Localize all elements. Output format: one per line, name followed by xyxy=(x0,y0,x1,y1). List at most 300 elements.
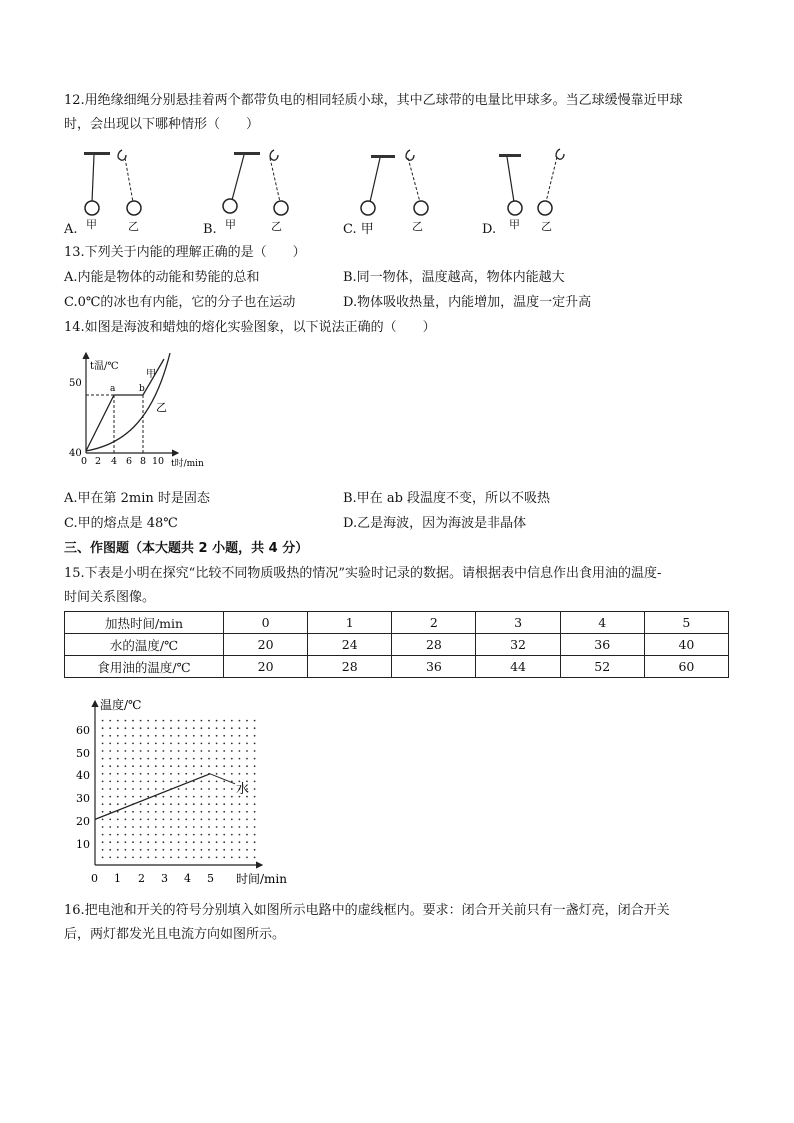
grid-dot xyxy=(254,720,256,722)
grid-dot xyxy=(132,758,134,760)
grid-dot xyxy=(125,834,127,836)
grid-dot xyxy=(140,826,142,828)
grid-dot xyxy=(140,857,142,859)
table-cell: 食用油的温度/℃ xyxy=(65,656,224,678)
grid-dot xyxy=(147,826,149,828)
grid-dot xyxy=(102,803,104,805)
grid-dot xyxy=(140,743,142,745)
grid-dot xyxy=(178,826,180,828)
grid-dot xyxy=(246,811,248,813)
grid-dot xyxy=(246,727,248,729)
grid-dot xyxy=(208,765,210,767)
grid-dot xyxy=(132,811,134,813)
grid-dot xyxy=(170,743,172,745)
grid-dot xyxy=(102,819,104,821)
grid-dot xyxy=(231,819,233,821)
grid-dot xyxy=(109,834,111,836)
grid-dot xyxy=(147,720,149,722)
grid-dot xyxy=(216,720,218,722)
grid-dot xyxy=(185,750,187,752)
q14-option-a: A.甲在第 2min 时是固态 xyxy=(64,491,210,506)
grid-dot xyxy=(239,857,241,859)
grid-dot xyxy=(223,743,225,745)
grid-dot xyxy=(246,743,248,745)
q13-option-d: D.物体吸收热量，内能增加，温度一定升高 xyxy=(343,295,592,310)
grid-dot xyxy=(109,849,111,851)
grid-dot xyxy=(147,743,149,745)
grid-dot xyxy=(231,758,233,760)
grid-dot xyxy=(155,788,157,790)
grid-dot xyxy=(208,750,210,752)
grid-dot xyxy=(163,834,165,836)
grid-dot xyxy=(163,803,165,805)
grid-dot xyxy=(216,819,218,821)
grid-dot xyxy=(254,750,256,752)
grid-dot xyxy=(102,758,104,760)
grid-dot xyxy=(216,803,218,805)
grid-dot xyxy=(109,765,111,767)
grid-dot xyxy=(140,819,142,821)
table-row xyxy=(65,634,729,656)
grid-dot xyxy=(239,758,241,760)
q15-dot-grid xyxy=(102,720,256,859)
q12-figure-c xyxy=(361,150,428,215)
grid-dot xyxy=(254,773,256,775)
section-3-heading: 三、作图题（本大题共 2 小题，共 4 分） xyxy=(64,541,309,556)
grid-dot xyxy=(117,841,119,843)
grid-dot xyxy=(185,727,187,729)
grid-dot xyxy=(223,758,225,760)
grid-dot xyxy=(178,841,180,843)
grid-dot xyxy=(216,727,218,729)
grid-dot xyxy=(109,796,111,798)
grid-dot xyxy=(216,743,218,745)
grid-dot xyxy=(155,758,157,760)
q14-option-d: D.乙是海波，因为海波是非晶体 xyxy=(343,516,527,531)
q12-option-a-label: A. xyxy=(64,222,78,237)
grid-dot xyxy=(163,841,165,843)
grid-dot xyxy=(109,841,111,843)
grid-dot xyxy=(223,826,225,828)
grid-dot xyxy=(193,811,195,813)
grid-dot xyxy=(193,849,195,851)
grid-dot xyxy=(132,834,134,836)
grid-dot xyxy=(231,826,233,828)
grid-dot xyxy=(125,743,127,745)
grid-dot xyxy=(254,819,256,821)
grid-dot xyxy=(208,735,210,737)
q12-option-d-label: D. xyxy=(482,222,497,237)
grid-dot xyxy=(185,788,187,790)
grid-dot xyxy=(140,758,142,760)
grid-dot xyxy=(140,781,142,783)
grid-dot xyxy=(170,720,172,722)
grid-dot xyxy=(117,781,119,783)
q15-water-leader xyxy=(210,774,235,784)
grid-dot xyxy=(155,743,157,745)
grid-dot xyxy=(254,811,256,813)
grid-dot xyxy=(201,750,203,752)
table-cell: 28 xyxy=(308,656,392,678)
grid-dot xyxy=(140,735,142,737)
grid-dot xyxy=(208,841,210,843)
q14-y-tick-50: 50 xyxy=(69,378,82,389)
q14-point-b: b xyxy=(139,384,145,394)
grid-dot xyxy=(178,765,180,767)
q12-option-a-ball1: 甲 xyxy=(86,218,97,231)
grid-dot xyxy=(246,849,248,851)
grid-dot xyxy=(178,743,180,745)
grid-dot xyxy=(102,750,104,752)
grid-dot xyxy=(102,826,104,828)
grid-dot xyxy=(193,834,195,836)
grid-dot xyxy=(201,788,203,790)
grid-dot xyxy=(185,773,187,775)
grid-dot xyxy=(125,796,127,798)
grid-dot xyxy=(125,841,127,843)
table-cell: 5 xyxy=(644,612,728,634)
table-cell: 28 xyxy=(392,634,476,656)
grid-dot xyxy=(117,796,119,798)
q14-label-jia: 甲 xyxy=(146,369,156,380)
grid-dot xyxy=(140,849,142,851)
grid-dot xyxy=(102,849,104,851)
grid-dot xyxy=(125,735,127,737)
q14-y-label: t温/℃ xyxy=(90,361,119,372)
grid-dot xyxy=(117,857,119,859)
grid-dot xyxy=(193,819,195,821)
grid-dot xyxy=(216,849,218,851)
grid-dot xyxy=(193,727,195,729)
table-cell: 60 xyxy=(644,656,728,678)
grid-dot xyxy=(231,834,233,836)
grid-dot xyxy=(208,788,210,790)
grid-dot xyxy=(163,750,165,752)
grid-dot xyxy=(178,781,180,783)
grid-dot xyxy=(216,834,218,836)
grid-dot xyxy=(170,841,172,843)
grid-dot xyxy=(117,735,119,737)
q15-x-tick-3: 3 xyxy=(161,872,168,885)
grid-dot xyxy=(109,788,111,790)
grid-dot xyxy=(102,841,104,843)
grid-dot xyxy=(185,811,187,813)
grid-dot xyxy=(102,727,104,729)
grid-dot xyxy=(109,826,111,828)
grid-dot xyxy=(201,849,203,851)
grid-dot xyxy=(246,720,248,722)
q15-y-tick-10: 10 xyxy=(76,838,90,851)
grid-dot xyxy=(155,841,157,843)
grid-dot xyxy=(163,811,165,813)
grid-dot xyxy=(223,720,225,722)
grid-dot xyxy=(201,841,203,843)
grid-dot xyxy=(147,727,149,729)
grid-dot xyxy=(216,796,218,798)
q15-x-tick-4: 4 xyxy=(184,872,191,885)
grid-dot xyxy=(155,735,157,737)
grid-dot xyxy=(178,758,180,760)
grid-dot xyxy=(223,796,225,798)
grid-dot xyxy=(170,735,172,737)
grid-dot xyxy=(254,857,256,859)
grid-dot xyxy=(117,826,119,828)
q14-x-tick-0: 0 xyxy=(81,456,88,467)
grid-dot xyxy=(109,781,111,783)
grid-dot xyxy=(239,735,241,737)
grid-dot xyxy=(208,857,210,859)
grid-dot xyxy=(140,765,142,767)
grid-dot xyxy=(201,819,203,821)
grid-dot xyxy=(201,857,203,859)
grid-dot xyxy=(109,720,111,722)
grid-dot xyxy=(185,841,187,843)
grid-dot xyxy=(147,765,149,767)
grid-dot xyxy=(163,727,165,729)
grid-dot xyxy=(239,803,241,805)
grid-dot xyxy=(170,796,172,798)
grid-dot xyxy=(201,781,203,783)
q14-option-c: C.甲的熔点是 48℃ xyxy=(64,516,178,531)
grid-dot xyxy=(223,788,225,790)
grid-dot xyxy=(170,857,172,859)
grid-dot xyxy=(201,758,203,760)
grid-dot xyxy=(193,750,195,752)
grid-dot xyxy=(254,841,256,843)
grid-dot xyxy=(193,826,195,828)
grid-dot xyxy=(246,826,248,828)
grid-dot xyxy=(163,819,165,821)
grid-dot xyxy=(109,857,111,859)
q15-y-label: 温度/℃ xyxy=(100,698,142,712)
grid-dot xyxy=(155,826,157,828)
grid-dot xyxy=(223,773,225,775)
table-cell: 24 xyxy=(308,634,392,656)
grid-dot xyxy=(185,758,187,760)
grid-dot xyxy=(231,750,233,752)
grid-dot xyxy=(208,781,210,783)
grid-dot xyxy=(208,819,210,821)
grid-dot xyxy=(125,750,127,752)
grid-dot xyxy=(208,727,210,729)
q12-option-b-ball1: 甲 xyxy=(225,218,236,231)
grid-dot xyxy=(246,857,248,859)
grid-dot xyxy=(231,841,233,843)
grid-dot xyxy=(216,811,218,813)
grid-dot xyxy=(163,826,165,828)
grid-dot xyxy=(147,841,149,843)
grid-dot xyxy=(208,849,210,851)
table-cell: 加热时间/min xyxy=(65,612,224,634)
grid-dot xyxy=(132,765,134,767)
grid-dot xyxy=(109,803,111,805)
grid-dot xyxy=(102,796,104,798)
grid-dot xyxy=(201,765,203,767)
grid-dot xyxy=(231,743,233,745)
grid-dot xyxy=(125,773,127,775)
grid-dot xyxy=(185,720,187,722)
grid-dot xyxy=(109,773,111,775)
grid-dot xyxy=(193,803,195,805)
grid-dot xyxy=(155,803,157,805)
grid-dot xyxy=(246,819,248,821)
grid-dot xyxy=(163,720,165,722)
grid-dot xyxy=(223,811,225,813)
grid-dot xyxy=(155,819,157,821)
q15-temperature-graph xyxy=(60,693,310,893)
grid-dot xyxy=(254,758,256,760)
grid-dot xyxy=(125,788,127,790)
grid-dot xyxy=(132,857,134,859)
grid-dot xyxy=(155,811,157,813)
q15-water-label: 水 xyxy=(236,782,250,797)
q12-option-d-ball1: 甲 xyxy=(509,218,520,231)
grid-dot xyxy=(163,773,165,775)
grid-dot xyxy=(155,765,157,767)
grid-dot xyxy=(178,727,180,729)
q13-option-b: B.同一物体，温度越高，物体内能越大 xyxy=(343,270,565,285)
q12-figure-b xyxy=(223,150,288,215)
q14-label-yi: 乙 xyxy=(156,401,167,414)
grid-dot xyxy=(216,826,218,828)
grid-dot xyxy=(239,819,241,821)
grid-dot xyxy=(147,788,149,790)
grid-dot xyxy=(239,773,241,775)
table-cell: 20 xyxy=(224,634,308,656)
grid-dot xyxy=(117,743,119,745)
q15-stem-line2: 时间关系图像。 xyxy=(64,590,156,605)
grid-dot xyxy=(231,720,233,722)
grid-dot xyxy=(117,834,119,836)
grid-dot xyxy=(170,849,172,851)
grid-dot xyxy=(193,796,195,798)
q14-x-tick-10: 10 xyxy=(152,456,165,467)
grid-dot xyxy=(163,788,165,790)
grid-dot xyxy=(216,781,218,783)
grid-dot xyxy=(231,857,233,859)
grid-dot xyxy=(178,720,180,722)
grid-dot xyxy=(117,849,119,851)
grid-dot xyxy=(140,796,142,798)
grid-dot xyxy=(208,834,210,836)
grid-dot xyxy=(201,727,203,729)
q15-data-table xyxy=(64,611,729,678)
grid-dot xyxy=(132,826,134,828)
grid-dot xyxy=(185,849,187,851)
grid-dot xyxy=(223,803,225,805)
grid-dot xyxy=(170,826,172,828)
grid-dot xyxy=(223,750,225,752)
grid-dot xyxy=(216,765,218,767)
grid-dot xyxy=(201,720,203,722)
grid-dot xyxy=(185,819,187,821)
grid-dot xyxy=(208,796,210,798)
q13-stem: 13.下列关于内能的理解正确的是（ ） xyxy=(64,245,306,260)
q12-option-b-ball2: 乙 xyxy=(271,220,282,233)
q15-stem-line1: 15.下表是小明在探究“比较不同物质吸热的情况”实验时记录的数据。请根据表中信息作出食用油的温度- xyxy=(64,566,662,581)
grid-dot xyxy=(163,735,165,737)
q12-figure-a xyxy=(84,150,141,215)
grid-dot xyxy=(147,758,149,760)
table-cell: 20 xyxy=(224,656,308,678)
grid-dot xyxy=(216,788,218,790)
grid-dot xyxy=(102,735,104,737)
q13-option-c: C.0℃的冰也有内能，它的分子也在运动 xyxy=(64,295,296,310)
q13-option-a: A.内能是物体的动能和势能的总和 xyxy=(64,270,260,285)
grid-dot xyxy=(102,781,104,783)
q12-option-b-label: B. xyxy=(203,222,217,237)
grid-dot xyxy=(239,727,241,729)
grid-dot xyxy=(201,743,203,745)
grid-dot xyxy=(102,765,104,767)
grid-dot xyxy=(239,765,241,767)
grid-dot xyxy=(254,743,256,745)
grid-dot xyxy=(140,750,142,752)
q14-y-tick-40: 40 xyxy=(69,448,82,459)
grid-dot xyxy=(231,803,233,805)
grid-dot xyxy=(102,743,104,745)
grid-dot xyxy=(155,849,157,851)
table-cell: 52 xyxy=(560,656,644,678)
grid-dot xyxy=(208,720,210,722)
grid-dot xyxy=(155,720,157,722)
grid-dot xyxy=(208,803,210,805)
grid-dot xyxy=(216,857,218,859)
grid-dot xyxy=(170,727,172,729)
grid-dot xyxy=(185,735,187,737)
grid-dot xyxy=(155,857,157,859)
grid-dot xyxy=(170,765,172,767)
grid-dot xyxy=(125,720,127,722)
grid-dot xyxy=(140,773,142,775)
grid-dot xyxy=(147,773,149,775)
grid-dot xyxy=(163,849,165,851)
grid-dot xyxy=(170,750,172,752)
grid-dot xyxy=(117,788,119,790)
q15-y-tick-20: 20 xyxy=(76,815,90,828)
grid-dot xyxy=(239,841,241,843)
table-cell: 44 xyxy=(476,656,560,678)
q15-y-tick-30: 30 xyxy=(76,792,90,805)
grid-dot xyxy=(109,735,111,737)
grid-dot xyxy=(178,796,180,798)
q14-x-tick-8: 8 xyxy=(140,456,147,467)
grid-dot xyxy=(132,750,134,752)
table-row xyxy=(65,656,729,678)
grid-dot xyxy=(193,857,195,859)
grid-dot xyxy=(102,834,104,836)
q14-x-tick-2: 2 xyxy=(95,456,102,467)
grid-dot xyxy=(254,788,256,790)
grid-dot xyxy=(163,781,165,783)
grid-dot xyxy=(109,819,111,821)
grid-dot xyxy=(216,773,218,775)
grid-dot xyxy=(216,841,218,843)
grid-dot xyxy=(223,834,225,836)
grid-dot xyxy=(178,857,180,859)
grid-dot xyxy=(132,849,134,851)
grid-dot xyxy=(132,735,134,737)
q12-option-a-ball2: 乙 xyxy=(128,220,139,233)
grid-dot xyxy=(208,758,210,760)
grid-dot xyxy=(147,849,149,851)
grid-dot xyxy=(147,819,149,821)
q15-x-tick-0: 0 xyxy=(91,872,98,885)
grid-dot xyxy=(155,727,157,729)
grid-dot xyxy=(117,819,119,821)
grid-dot xyxy=(170,758,172,760)
table-cell: 36 xyxy=(392,656,476,678)
